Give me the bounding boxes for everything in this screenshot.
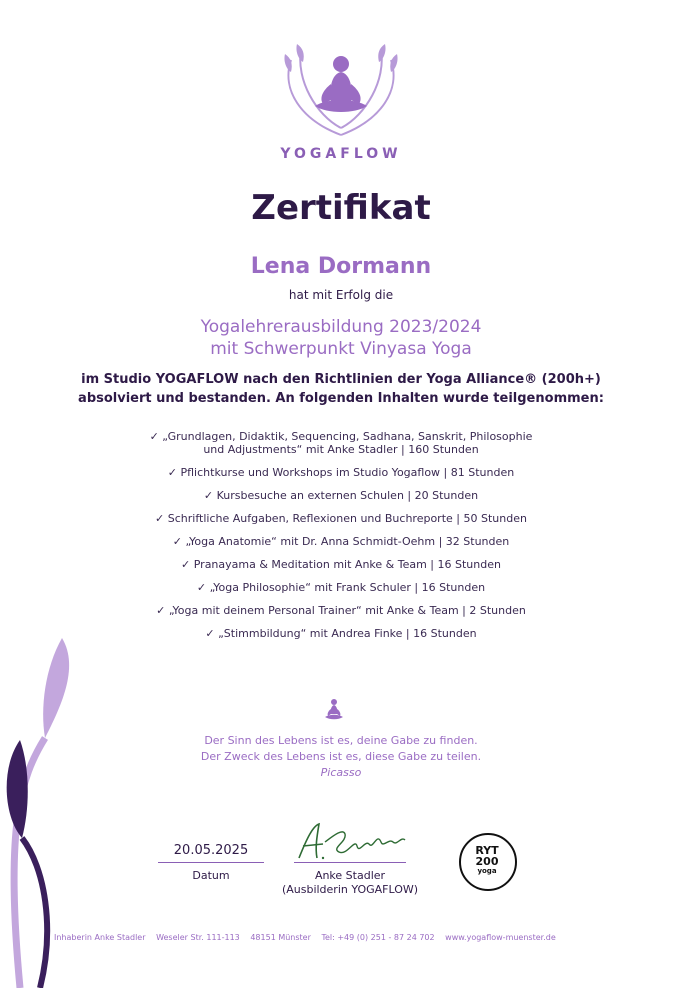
list-item-text: ✓ Kursbesuche an externen Schulen | 20 Stunden	[203, 489, 479, 502]
content-list	[0, 430, 682, 650]
list-item-text: ✓ Pranayama & Meditation mit Anke & Team | 16 Stunden	[181, 558, 501, 571]
list-item	[0, 558, 682, 571]
list-item	[0, 627, 682, 640]
list-item	[0, 535, 682, 548]
certificate-title: Zertifikat	[251, 188, 431, 228]
seal-text	[469, 845, 505, 875]
footer-city: 48151 Münster	[250, 933, 311, 942]
date-label: Datum	[192, 869, 230, 882]
signer-name: Anke Stadler	[314, 869, 386, 882]
footer-owner: Inhaberin Anke Stadler	[54, 933, 146, 942]
intro-text: hat mit Erfolg die	[288, 288, 394, 302]
list-item-text: ✓ Pflichtkurse und Workshops im Studio Yogaflow | 81 Stunden	[167, 466, 515, 479]
signer-role: (Ausbilderin YOGAFLOW)	[281, 883, 419, 896]
list-item-text: ✓ „Yoga Anatomie“ mit Dr. Anna Schmidt-Oehm | 32 Stunden	[172, 535, 510, 548]
signature	[293, 818, 415, 866]
date-underline	[158, 862, 264, 863]
course-title	[0, 316, 682, 360]
footer-phone: Tel: +49 (0) 251 - 87 24 702	[321, 933, 435, 942]
signature-underline	[294, 862, 406, 863]
list-item-text: ✓ „Yoga Philosophie“ mit Frank Schuler | 16 Stunden	[196, 581, 486, 594]
list-item	[0, 512, 682, 525]
seal-line3: yoga	[477, 867, 497, 875]
quote-author: Picasso	[320, 766, 362, 779]
list-item	[0, 489, 682, 502]
seal-line1: RYT	[475, 844, 499, 857]
description-line2: absolviert und bestanden. An folgenden Inhalten wurde teilgenommen:	[78, 391, 604, 406]
logo	[0, 40, 682, 170]
description	[0, 370, 682, 408]
quote-line1: Der Sinn des Lebens ist es, deine Gabe zu finden.	[204, 734, 478, 747]
list-item	[0, 581, 682, 594]
meditation-figure-icon	[321, 697, 347, 723]
list-item-text: und Adjustments“ mit Anke Stadler | 160 Stunden	[203, 443, 479, 456]
list-item-text: ✓ „Grundlagen, Didaktik, Sequencing, Sadhana, Sanskrit, Philosophie	[149, 430, 533, 443]
participant-name: Lena Dormann	[250, 254, 432, 279]
course-title-line1: Yogalehrerausbildung 2023/2024	[200, 317, 482, 337]
list-item-text: ✓ Schriftliche Aufgaben, Reflexionen und Buchreporte | 50 Stunden	[155, 512, 527, 525]
list-item	[0, 604, 682, 617]
quote-line2: Der Zweck des Lebens ist es, diese Gabe zu teilen.	[200, 750, 482, 763]
seal-line2: 200	[475, 855, 499, 868]
list-item-text: ✓ „Stimmbildung“ mit Andrea Finke | 16 Stunden	[205, 627, 477, 640]
brand-name: YOGAFLOW	[280, 146, 402, 162]
lotus-meditation-icon	[261, 40, 421, 140]
list-item	[0, 430, 682, 456]
signer-info	[250, 869, 450, 897]
ryt-200-seal	[459, 833, 517, 891]
footer-web: www.yogaflow-muenster.de	[445, 933, 556, 942]
list-item	[0, 466, 682, 479]
quote	[0, 733, 682, 781]
certificate-date: 20.05.2025	[173, 843, 249, 858]
footer-street: Weseler Str. 111-113	[156, 933, 240, 942]
list-item-text: ✓ „Yoga mit deinem Personal Trainer“ mit Anke & Team | 2 Stunden	[156, 604, 526, 617]
description-line1: im Studio YOGAFLOW nach den Richtlinien der Yoga Alliance® (200h+)	[81, 372, 601, 387]
footer	[54, 933, 634, 942]
course-title-line2: mit Schwerpunkt Vinyasa Yoga	[210, 339, 472, 359]
